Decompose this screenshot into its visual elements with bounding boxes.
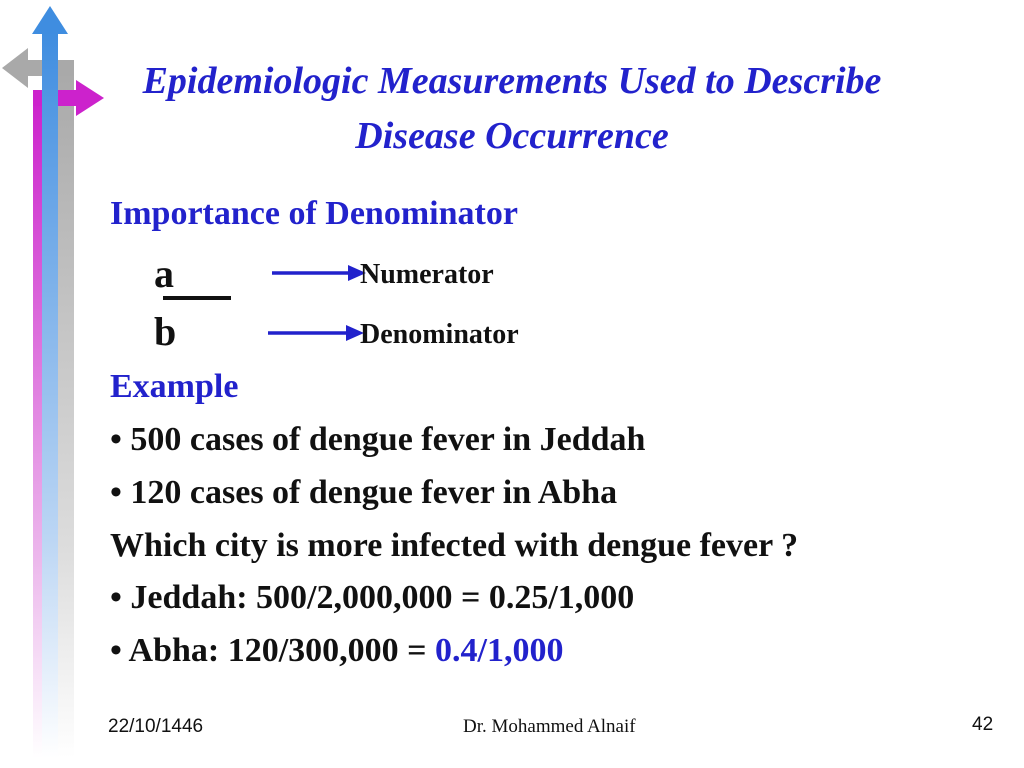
numerator-label: Numerator [360,259,494,290]
result-abha-value: 0.4/1,000 [435,632,564,669]
bullet-abha-cases: • 120 cases of dengue fever in Abha [110,474,618,511]
denominator-symbol: b [154,309,177,354]
blue-arrow-shaft [42,30,58,758]
gray-arrow-shaft [58,68,74,758]
numerator-arrow-icon [270,262,368,284]
example-heading: Example [110,368,239,405]
result-abha [110,634,564,668]
numerator-symbol: a [154,251,174,296]
slide-title-line-1: Epidemiologic Measurements Used to Describe [142,60,882,102]
footer-author: Dr. Mohammed Alnaif [463,716,636,737]
gray-arrow-head [2,48,28,88]
result-jeddah: • Jeddah: 500/2,000,000 = 0.25/1,000 [110,579,635,616]
bullet-jeddah-cases: • 500 cases of dengue fever in Jeddah [110,421,646,458]
question-text: Which city is more infected with dengue fever ? [110,527,799,564]
fraction-bar [163,296,231,300]
blue-arrow-head [32,6,68,34]
footer-date: 22/10/1446 [108,716,204,737]
slide-title-line-2: Disease Occurrence [355,115,669,157]
decorative-arrows [0,0,110,768]
page-number: 42 [972,714,994,735]
denominator-arrow-icon [266,322,366,344]
importance-heading: Importance of Denominator [110,195,518,232]
result-abha-prefix: • Abha: 120/300,000 = [110,632,436,669]
denominator-label: Denominator [360,319,519,350]
